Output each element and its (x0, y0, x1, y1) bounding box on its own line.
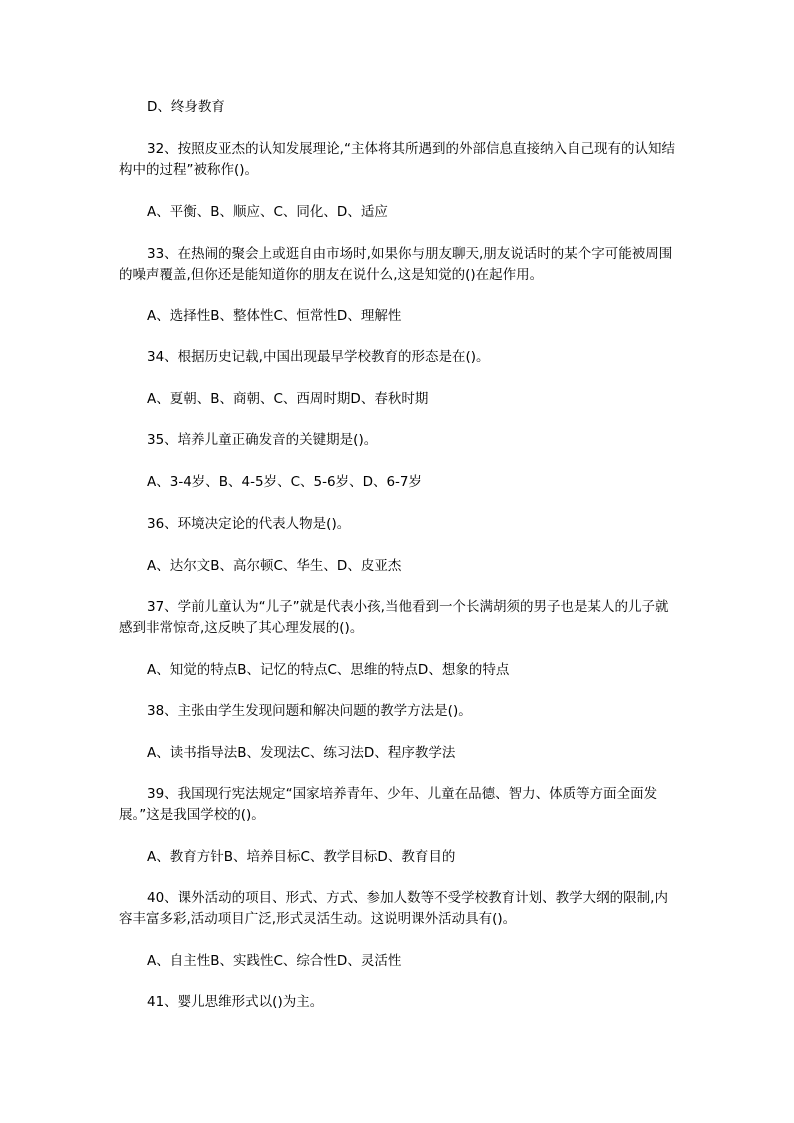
options-35: A、3-4岁、B、4-5岁、C、5-6岁、D、6-7岁 (147, 474, 423, 490)
options-39: A、教育方针B、培养目标C、教学目标D、教育目的 (147, 849, 456, 865)
options-32: A、平衡、B、顺应、C、同化、D、适应 (147, 204, 388, 220)
options-40: A、自主性B、实践性C、综合性D、灵活性 (147, 953, 402, 969)
option-line: D、终身教育 (147, 99, 225, 115)
question-34: 34、根据历史记载,中国出现最早学校教育的形态是在()。 (147, 349, 490, 365)
question-32: 32、按照皮亚杰的认知发展理论,“主体将其所遇到的外部信息直接纳入自己现有的认知结构中的过程”被称作()。 (119, 141, 675, 178)
options-34: A、夏朝、B、商朝、C、西周时期D、春秋时期 (147, 391, 429, 407)
question-36: 36、环境决定论的代表人物是()。 (147, 516, 351, 532)
options-38: A、读书指导法B、发现法C、练习法D、程序教学法 (147, 745, 456, 761)
question-38: 38、主张由学生发现问题和解决问题的教学方法是()。 (147, 703, 472, 719)
question-40: 40、课外活动的项目、形式、方式、参加人数等不受学校教育计划、教学大纲的限制,内容丰富多彩,活动项目广泛,形式灵活生动。这说明课外活动具有()。 (119, 890, 668, 927)
question-41: 41、婴儿思维形式以()为主。 (147, 994, 324, 1010)
question-35: 35、培养儿童正确发音的关键期是()。 (147, 432, 378, 448)
options-36: A、达尔文B、高尔顿C、华生、D、皮亚杰 (147, 558, 402, 574)
options-33: A、选择性B、整体性C、恒常性D、理解性 (147, 308, 402, 324)
question-33: 33、在热闹的聚会上或逛自由市场时,如果你与朋友聊天,朋友说话时的某个字可能被周围的噪声覆盖,但你还是能知道你的朋友在说什么,这是知觉的()在起作用。 (119, 246, 673, 283)
question-37: 37、学前儿童认为“儿子”就是代表小孩,当他看到一个长满胡须的男子也是某人的儿子就感到非常惊奇,这反映了其心理发展的()。 (119, 599, 669, 636)
options-37: A、知觉的特点B、记忆的特点C、思维的特点D、想象的特点 (147, 662, 510, 678)
question-39: 39、我国现行宪法规定“国家培养青年、少年、儿童在品德、智力、体质等方面全面发展。”这是我国学校的()。 (119, 786, 658, 823)
